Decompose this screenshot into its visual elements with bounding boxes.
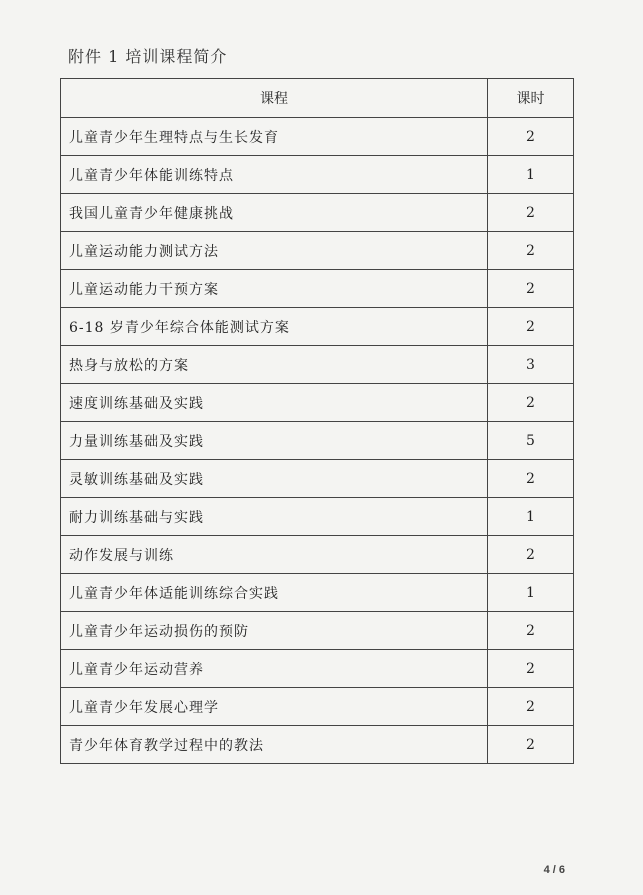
course-hours: 2 (488, 536, 574, 574)
course-hours: 5 (488, 422, 574, 460)
page-title: 附件 1 培训课程简介 (68, 47, 228, 66)
course-name: 儿童青少年发展心理学 (61, 688, 488, 726)
table-row (61, 688, 574, 726)
course-name: 儿童运动能力干预方案 (61, 270, 488, 308)
table-row (61, 650, 574, 688)
course-name: 青少年体育教学过程中的教法 (61, 726, 488, 764)
course-hours: 2 (488, 194, 574, 232)
course-hours: 2 (488, 726, 574, 764)
table-header-row (61, 79, 574, 118)
course-hours: 2 (488, 650, 574, 688)
table-row (61, 726, 574, 764)
header-hours: 课时 (488, 79, 574, 118)
table-row (61, 346, 574, 384)
page-number: 4 / 6 (543, 864, 565, 876)
table-row (61, 460, 574, 498)
table-row (61, 156, 574, 194)
course-hours: 2 (488, 308, 574, 346)
table-row (61, 422, 574, 460)
table-row (61, 194, 574, 232)
course-name: 儿童青少年生理特点与生长发育 (61, 118, 488, 156)
course-hours: 2 (488, 688, 574, 726)
course-name: 速度训练基础及实践 (61, 384, 488, 422)
table-row (61, 536, 574, 574)
course-name: 儿童青少年体适能训练综合实践 (61, 574, 488, 612)
course-table (60, 78, 574, 764)
course-hours: 2 (488, 232, 574, 270)
course-name: 热身与放松的方案 (61, 346, 488, 384)
course-name: 力量训练基础及实践 (61, 422, 488, 460)
course-hours: 2 (488, 384, 574, 422)
table-row (61, 232, 574, 270)
course-name: 灵敏训练基础及实践 (61, 460, 488, 498)
course-name: 儿童青少年运动损伤的预防 (61, 612, 488, 650)
course-hours: 1 (488, 156, 574, 194)
course-hours: 2 (488, 460, 574, 498)
course-hours: 1 (488, 498, 574, 536)
course-hours: 2 (488, 612, 574, 650)
course-name: 儿童青少年运动营养 (61, 650, 488, 688)
header-course: 课程 (61, 79, 488, 118)
course-name: 儿童青少年体能训练特点 (61, 156, 488, 194)
table-row (61, 574, 574, 612)
table-row (61, 308, 574, 346)
course-hours: 2 (488, 270, 574, 308)
table-row (61, 612, 574, 650)
table-row (61, 270, 574, 308)
course-hours: 2 (488, 118, 574, 156)
table-row (61, 118, 574, 156)
table-row (61, 384, 574, 422)
course-name: 儿童运动能力测试方法 (61, 232, 488, 270)
course-name: 耐力训练基础与实践 (61, 498, 488, 536)
course-name: 6-18 岁青少年综合体能测试方案 (61, 308, 488, 346)
course-name: 我国儿童青少年健康挑战 (61, 194, 488, 232)
course-name: 动作发展与训练 (61, 536, 488, 574)
table-row (61, 498, 574, 536)
course-hours: 3 (488, 346, 574, 384)
course-hours: 1 (488, 574, 574, 612)
